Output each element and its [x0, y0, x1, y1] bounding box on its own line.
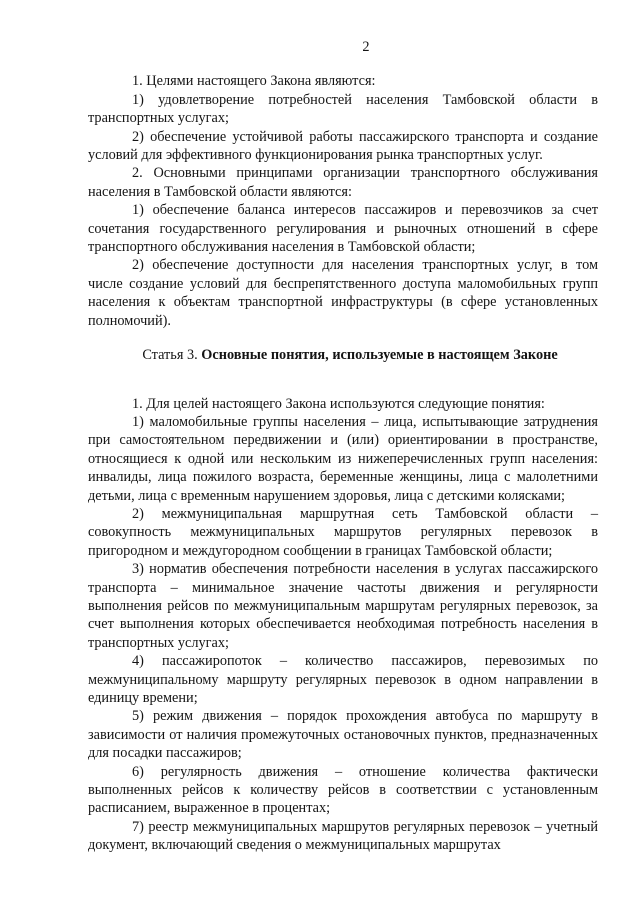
- article-2-body: [88, 72, 598, 330]
- paragraph: 2) обеспечение доступности для населения транспортных услуг, в том числе создание условий для беспрепятственного доступа маломобильных групп населения к объектам транспортной инфраструктуры (в сфере установленных полномочий).: [88, 257, 598, 329]
- paragraph: 2. Основными принципами организации транспортного обслуживания населения в Тамбовской области являются:: [88, 165, 598, 200]
- paragraph: 5) режим движения – порядок прохождения автобуса по маршруту в зависимости от наличия промежуточных остановочных пунктов, предназначенных для посадки пассажиров;: [88, 708, 598, 762]
- paragraph: 2) межмуниципальная маршрутная сеть Тамбовской области – совокупность межмуниципальных маршрутов регулярных перевозок в пригородном и междугородном сообщении в границах Тамбовской области;: [88, 505, 598, 559]
- paragraph: 3) норматив обеспечения потребности населения в услугах пассажирского транспорта – минимальное значение частоты движения и регулярности выполнения рейсов по межмуниципальным маршрутам регулярных перевозок, за счет выполнения которых обеспечивается необходимая потребность населения в транспортных услугах;: [88, 561, 598, 651]
- article-title: Основные понятия, используемые в настоящем Законе: [201, 347, 558, 364]
- paragraph: 1) маломобильные группы населения – лица, испытывающие затруднения при самостоятельном передвижении и (или) ориентировании в пространстве, относящиеся к одной или нескольким из нижеперечисленных групп населения: инвалиды, лица пожилого возраста, беременные женщины, лица с малолетними детьми, лица с временным нарушением здоровья, лица с детскими колясками;: [88, 413, 598, 504]
- paragraph: 2) обеспечение устойчивой работы пассажирского транспорта и создание условий для эффективного функционирования рынка транспортных услуг.: [88, 128, 598, 164]
- paragraph: 4) пассажиропоток – количество пассажиров, перевозимых по межмуниципальному маршруту регулярных перевозок в одном направлении в единицу времени;: [88, 653, 598, 706]
- paragraph: 1. Целями настоящего Закона являются:: [132, 73, 376, 90]
- paragraph: 1) обеспечение баланса интересов пассажиров и перевозчиков за счет сочетания государственного регулирования и рыночных отношений в сфере транспортного обслуживания населения в Тамбовской области;: [88, 202, 598, 256]
- paragraph: 1) удовлетворение потребностей населения Тамбовской области в транспортных услугах;: [88, 91, 598, 127]
- document-page: [88, 38, 598, 855]
- paragraph: 6) регулярность движения – отношение количества фактически выполненных рейсов к количеству рейсов в соответствии с установленным расписанием, выраженное в процентах;: [88, 763, 598, 817]
- page-number: 2: [362, 39, 370, 55]
- article-number: Статья 3.: [142, 347, 202, 364]
- paragraph: 7) реестр межмуниципальных маршрутов регулярных перевозок – учетный документ, включающий сведения о межмуниципальных маршрутах: [88, 818, 598, 854]
- article-3-body: [88, 395, 598, 855]
- paragraph: 1. Для целей настоящего Закона используются следующие понятия:: [132, 395, 545, 412]
- article-heading: [88, 346, 598, 364]
